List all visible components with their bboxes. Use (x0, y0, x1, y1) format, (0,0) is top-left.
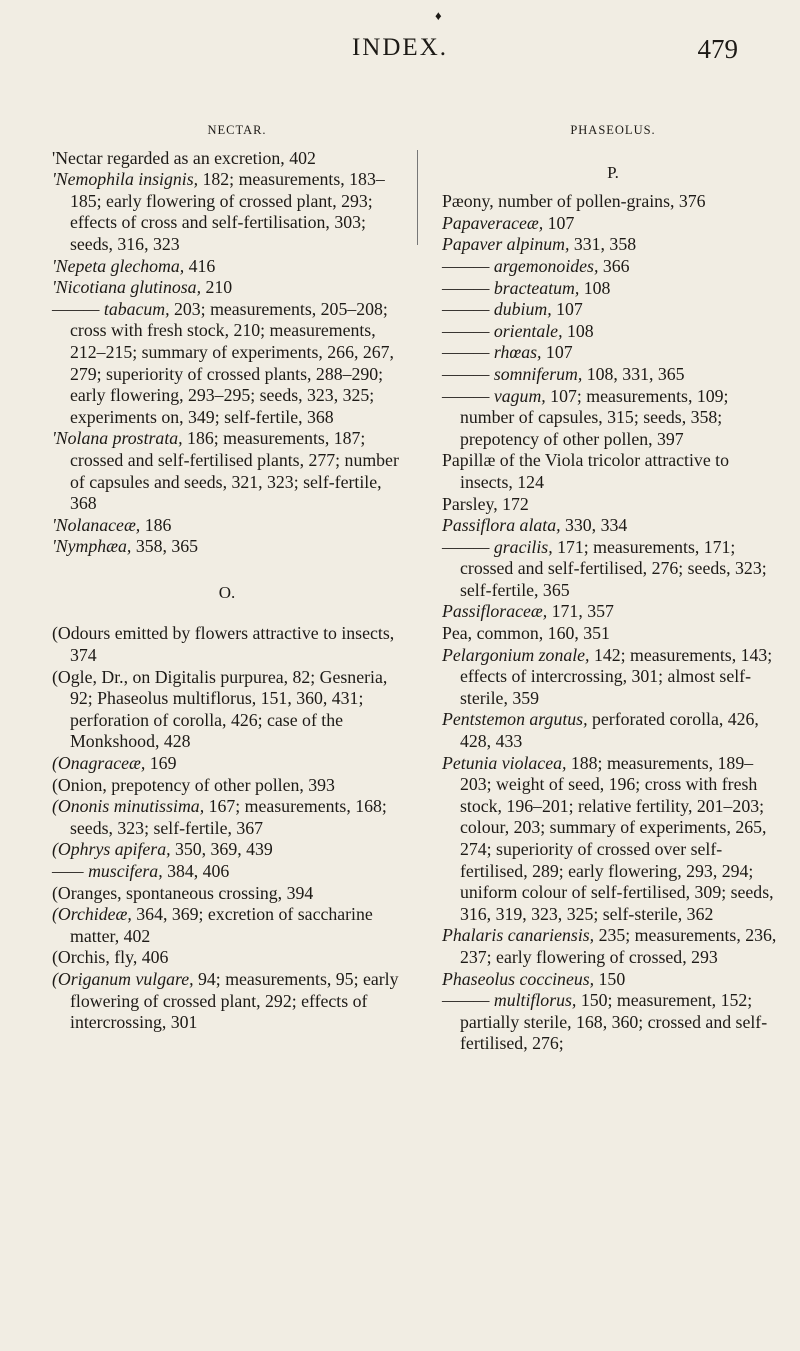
entry-text: 108 (562, 320, 594, 341)
entry-headword: ——— tabacum, (52, 298, 170, 319)
index-entry (52, 277, 402, 299)
entry-text: Pæony, number of pollen-grains, 376 (442, 191, 706, 212)
entry-headword: —— muscifera, (52, 861, 163, 881)
index-entry (442, 234, 784, 256)
entry-headword: Phaseolus coccineus, (442, 968, 595, 989)
index-entry (52, 299, 402, 429)
index-entry (442, 925, 784, 968)
index-entry (52, 861, 402, 883)
index-entry (442, 386, 784, 451)
index-entry (442, 601, 784, 623)
entry-text: 150; measurement, 152; partially sterile, 168, 360; crossed and self-fertilised, 276; (460, 990, 768, 1054)
entry-text: 186; measurements, 187; crossed and self-fertilised plants, 277; number of capsules and seeds, 321, 323; self-fertile, 368 (70, 428, 399, 514)
entry-headword: 'Nolanaceæ, (52, 514, 141, 535)
entry-headword: ——— somniferum, (442, 363, 583, 384)
entry-text: 'Nectar regarded as an excretion, 402 (52, 147, 316, 168)
running-head (0, 8, 800, 74)
entry-headword: ——— argemonoides, (442, 255, 599, 276)
entry-text: 108, 331, 365 (582, 363, 685, 384)
section-letter-p: P. (607, 162, 619, 182)
entry-headword: Papaveraceæ, (442, 212, 544, 233)
index-entry (442, 450, 784, 493)
entry-text: 150 (594, 968, 626, 989)
index-entry (52, 148, 402, 170)
entry-headword: Papaver alpinum, (442, 234, 570, 255)
index-entry (442, 191, 784, 213)
entry-headword: Phalaris canariensis, (442, 925, 595, 946)
entry-text: 167; measurements, 168; seeds, 323; self-fertile, 367 (70, 796, 387, 838)
entry-text: Parsley, 172 (442, 493, 529, 514)
entry-text: 107 (541, 342, 573, 363)
entry-headword: ——— orientale, (442, 320, 563, 341)
index-entry (52, 969, 402, 1034)
entry-headword: 'Nymphæa, (52, 536, 132, 557)
entry-headword: ——— dubium, (442, 299, 552, 320)
index-entry (442, 494, 784, 516)
entry-text: (Onion, prepotency of other pollen, 393 (52, 774, 335, 795)
entry-text: 142; measurements, 143; effects of intercrossing, 301; almost self-sterile, 359 (460, 644, 773, 708)
entry-text: 186 (140, 514, 172, 535)
entry-text: (Orchis, fly, 406 (52, 947, 169, 968)
entry-text: 107 (543, 212, 575, 233)
index-entry (442, 990, 784, 1055)
entry-text: Papillæ of the Viola tricolor attractive to insects, 124 (442, 450, 729, 492)
index-entry (442, 256, 784, 278)
index-entry (52, 775, 402, 797)
index-entry (52, 428, 402, 514)
entry-text: 188; measurements, 189–203; weight of seed, 196; cross with fresh stock, 196–201; relative fertility, 201–203; colour, 203; summary of experiments, 265, 274; superiority of crossed over self-fertilised, 289; early flowering, 293, 294; uniform colour of self-fertilised, 309; seeds, 316, 319, 323, 325; self-sterile, 362 (460, 752, 774, 924)
right-column (442, 120, 784, 1055)
entry-headword: 'Nemophila insignis, (52, 169, 199, 190)
entry-headword: (Ophrys apifera, (52, 839, 171, 860)
entry-text: perforated corolla, 426, 428, 433 (460, 709, 759, 752)
index-entry (52, 839, 402, 861)
entry-headword: Passiflora alata, (442, 515, 561, 536)
entry-text: 171; measurements, 171; crossed and self-fertilised, 276; seeds, 323; self-fertile, 365 (460, 536, 767, 600)
entry-text: 108 (579, 277, 611, 298)
entry-headword: ——— multiflorus, (442, 990, 577, 1011)
entry-text: 384, 406 (162, 861, 230, 881)
index-entry (52, 667, 402, 753)
index-entry (52, 904, 402, 947)
entry-headword: Pelargonium zonale, (442, 644, 590, 665)
index-entry (442, 342, 784, 364)
entry-headword: (Ononis minutissima, (52, 796, 205, 817)
entry-text: 416 (184, 255, 216, 276)
index-entry (52, 623, 402, 666)
entry-text: 350, 369, 439 (170, 839, 273, 860)
right-column-heading: PHASEOLUS. (570, 123, 656, 137)
entry-text: (Oranges, spontaneous crossing, 394 (52, 882, 314, 903)
entry-headword: Passifloraceæ, (442, 601, 548, 622)
index-entry (442, 623, 784, 645)
entry-text: 203; measurements, 205–208; cross with fresh stock, 210; measurements, 212–215; summary of experiments, 266, 267, 279; superiority of crossed plants, 288–290; early flowering, 293–295; seeds, 323, 325; experiments on, 349; self-fertile, 368 (70, 298, 394, 427)
entries-p (442, 191, 784, 1055)
entry-text: 94; measurements, 95; early flowering of crossed plant, 292; effects of intercrossing, 301 (70, 968, 399, 1033)
index-entry (442, 278, 784, 300)
entry-headword: Pentstemon argutus, (442, 709, 588, 730)
entry-text: 169 (145, 753, 177, 774)
entry-text: 366 (598, 255, 630, 276)
entry-headword: (Orchideæ, (52, 904, 132, 925)
index-entry (442, 321, 784, 343)
index-entry (52, 256, 402, 278)
column-divider (417, 150, 418, 245)
entries-o (52, 623, 402, 1033)
entry-text: (Odours emitted by flowers attractive to insects, 374 (52, 623, 395, 666)
index-entry (442, 515, 784, 537)
entry-text: 364, 369; excretion of saccharine matter, 402 (70, 904, 373, 946)
entry-headword: 'Nolana prostrata, (52, 428, 183, 449)
entry-headword: ——— bracteatum, (442, 277, 580, 298)
entry-headword: (Onagraceæ, (52, 753, 146, 774)
entries-n (52, 148, 402, 558)
index-entry (442, 537, 784, 602)
index-entry (52, 753, 402, 775)
entry-headword: 'Nicotiana glutinosa, (52, 277, 202, 298)
entry-headword: (Origanum vulgare, (52, 968, 194, 989)
left-column-heading: NECTAR. (207, 123, 267, 137)
index-entry (52, 515, 402, 537)
section-letter-o: O. (218, 582, 236, 602)
index-entry (442, 299, 784, 321)
entry-text: 235; measurements, 236, 237; early flowering of crossed, 293 (460, 925, 777, 967)
entry-text: 107 (551, 299, 583, 320)
index-entry (442, 969, 784, 991)
index-entry (52, 883, 402, 905)
entry-text: 330, 334 (560, 515, 628, 536)
entry-text: 358, 365 (131, 536, 199, 557)
entry-text: 182; measurements, 183–185; early flowering of crossed plant, 293; effects of cross and self-fertilisation, 303; seeds, 316, 323 (70, 169, 385, 254)
index-entry (52, 796, 402, 839)
entry-text: 210 (201, 277, 233, 298)
entry-text: 331, 358 (569, 234, 637, 255)
entry-headword: ——— rhœas, (442, 342, 542, 363)
entry-headword: Petunia violacea, (442, 752, 567, 773)
entry-text: 171, 357 (547, 601, 614, 622)
index-entry (442, 709, 784, 752)
index-entry (442, 213, 784, 235)
index-entry (442, 645, 784, 710)
entry-text: (Ogle, Dr., on Digitalis purpurea, 82; Gesneria, 92; Phaseolus multiflorus, 151, 360, 431; perforation of corolla, 426; case of the Monkshood, 428 (52, 666, 388, 752)
index-entry (52, 536, 402, 558)
ornament-mark: ♦ (435, 8, 442, 23)
entry-text: 107; measurements, 109; number of capsules, 315; seeds, 358; prepotency of other pollen, 397 (460, 385, 729, 449)
page-title: INDEX. (351, 34, 448, 61)
left-column (52, 120, 402, 1034)
index-entry (52, 169, 402, 255)
page-number: 479 (697, 34, 738, 64)
index-entry (442, 753, 784, 926)
index-entry (52, 947, 402, 969)
entry-headword: ——— vagum, (442, 385, 546, 406)
index-entry (442, 364, 784, 386)
entry-headword: 'Nepeta glechoma, (52, 255, 185, 276)
entry-text: Pea, common, 160, 351 (442, 623, 610, 644)
entry-headword: ——— gracilis, (442, 536, 553, 557)
